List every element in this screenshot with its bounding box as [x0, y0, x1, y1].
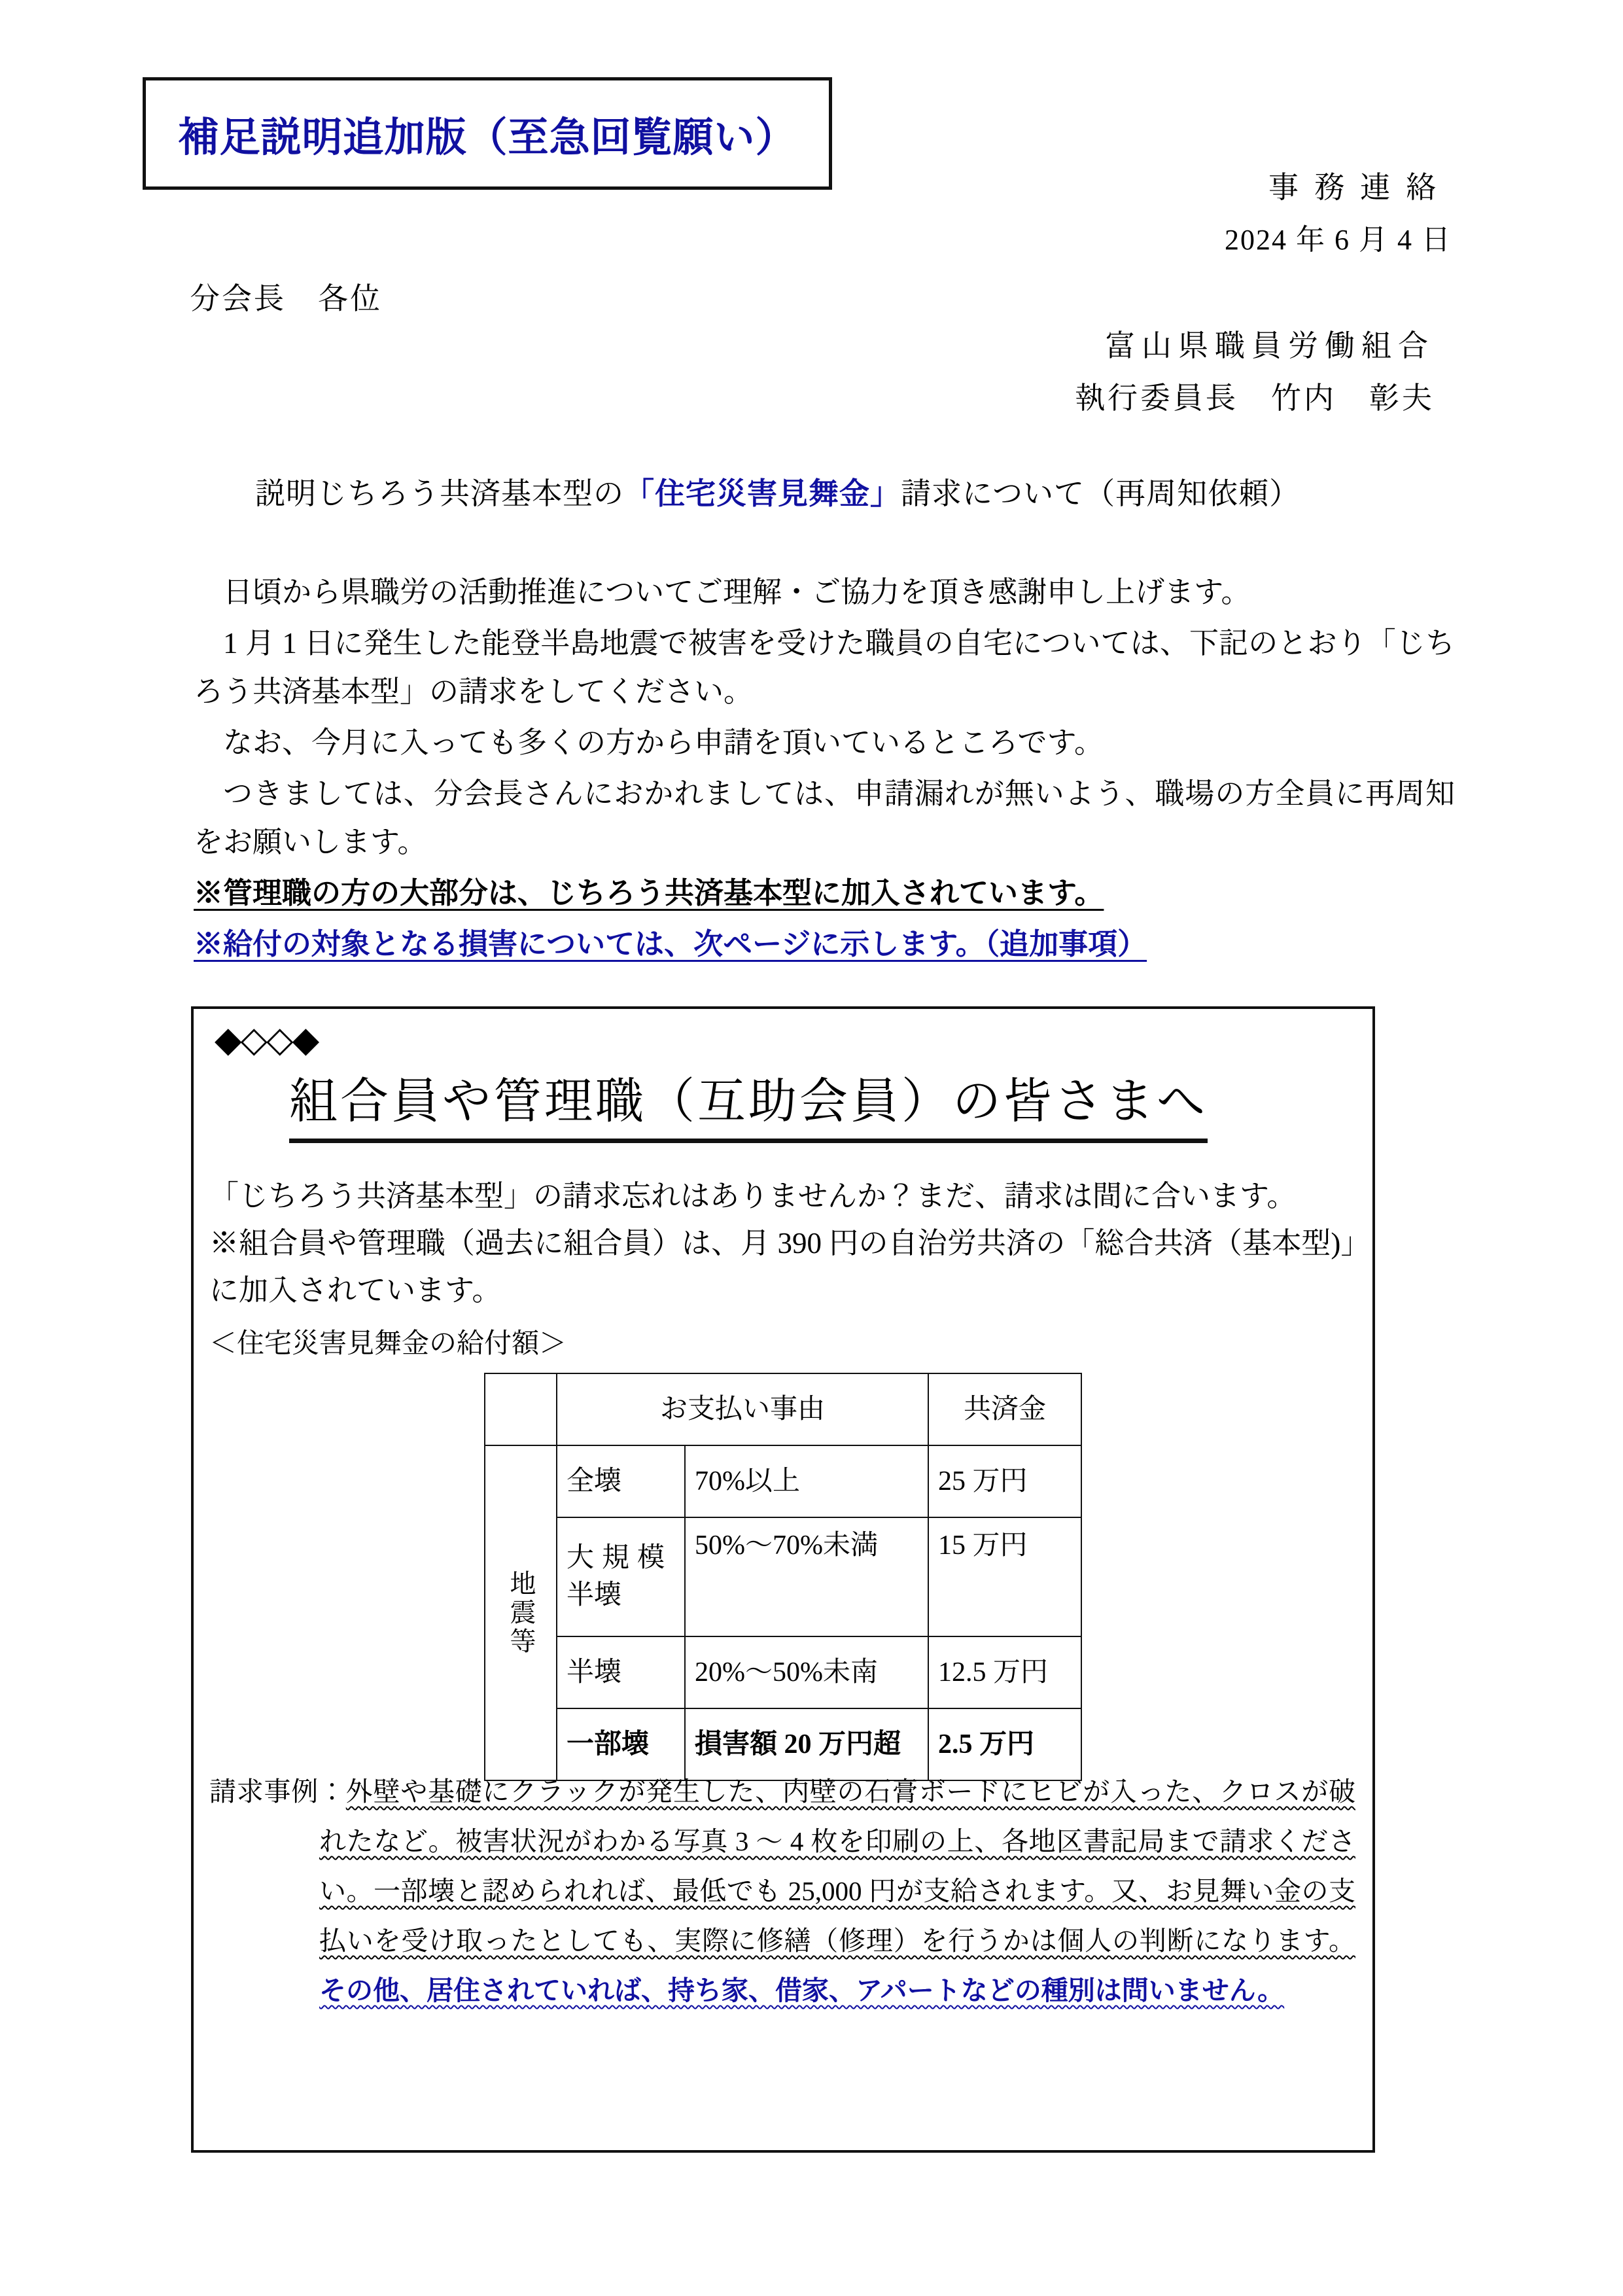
document-date: 2024 年 6 月 4 日 — [1225, 224, 1452, 256]
body-emphasis-blue-text: ※給付の対象となる損害については、次ページに示します。（追加事項） — [194, 928, 1147, 961]
subject-line — [255, 470, 1300, 513]
claim-examples — [209, 1767, 1355, 2015]
panel-intro-line-1: 「じちろう共済基本型」の請求忘れはありませんか？まだ、請求は間に合います。 — [209, 1180, 1297, 1212]
notice-banner-text: 補足説明追加版（至急回覧願い） — [178, 115, 797, 160]
body-emphasis-blue — [194, 920, 1455, 968]
grade-cell-0: 全壊 — [557, 1445, 685, 1517]
body-emphasis-black-text: ※管理職の方の大部分は、じちろう共済基本型に加入されています。 — [194, 877, 1104, 910]
header-cell-category — [485, 1373, 557, 1445]
grade-cell-1 — [557, 1517, 685, 1636]
issuing-organization: 富山県職員労働組合 — [1105, 329, 1435, 362]
amount-cell-1: 15 万円 — [928, 1517, 1081, 1636]
panel-title: 組合員や管理職（互助会員）の皆さまへ — [289, 1063, 1208, 1143]
grade-cell-1-line2: 半壊 — [567, 1580, 622, 1610]
body-paragraph-2: 1 月 1 日に発生した能登半島地震で被害を受けた職員の自宅については、下記のとおり「じちろう共済基本型」の請求をしてください。 — [194, 627, 1455, 708]
panel-intro-line-2: ※組合員や管理職（過去に組合員）は、月 390 円の自治労共済の「総合共済（基本型)」に加入されています。 — [209, 1227, 1355, 1307]
subject-prefix: 説明じちろう共済基本型の — [255, 477, 624, 510]
notice-banner — [143, 77, 832, 190]
body-paragraph-4: つきましては、分会長さんにおかれましては、申請漏れが無いよう、職場の方全員に再周知をお願いします。 — [194, 777, 1455, 858]
information-panel — [191, 1006, 1375, 2153]
amount-cell-2: 12.5 万円 — [928, 1636, 1081, 1708]
category-label-vertical: 地震等 — [506, 1570, 536, 1656]
header-cell-reason: お支払い事由 — [557, 1373, 928, 1445]
claim-examples-text-blue: その他、居住されていれば、持ち家、借家、アパートなどの種別は問いません。 — [319, 1975, 1285, 2005]
benefit-table-label: ＜住宅災害見舞金の給付額＞ — [209, 1329, 567, 1359]
category-cell-earthquake — [485, 1445, 557, 1780]
grade-cell-3: 一部壊 — [557, 1708, 685, 1780]
amount-cell-0: 25 万円 — [928, 1445, 1081, 1517]
claim-examples-text-black: 外壁や基礎にクラックが発生した、内壁の石膏ボードにヒビが入った、クロスが破れたなど。被害状況がわかる写真 3 〜 4 枚を印刷の上、各地区書記局まで請求ください。一部壊と認められれば、最低でも 25,000 円が支給されます。又、お見舞い金の支払いを受け取ったとしても、実際に修繕（修理）を行うかは個人の判断になります。 — [319, 1776, 1355, 1956]
condition-cell-2: 20%〜50%未南 — [685, 1636, 928, 1708]
addressee: 分会長 各位 — [190, 282, 382, 315]
condition-cell-1: 50%〜70%未満 — [685, 1517, 928, 1636]
table-header-row — [485, 1373, 1081, 1445]
condition-cell-3: 損害額 20 万円超 — [685, 1708, 928, 1780]
body-paragraph-3: なお、今月に入っても多くの方から申請を頂いているところです。 — [223, 726, 1104, 759]
body-paragraph-1: 日頃から県職労の活動推進についてご理解・ご協力を頂き感謝申し上げます。 — [223, 576, 1251, 609]
benefit-table — [484, 1373, 1082, 1781]
diamond-ornament-icon: ◆◇◇◆ — [215, 1020, 319, 1059]
table-row — [485, 1445, 1081, 1517]
panel-intro-text — [209, 1173, 1355, 1314]
table-row — [485, 1517, 1081, 1636]
claim-examples-paragraph — [209, 1767, 1355, 2015]
table-row — [485, 1636, 1081, 1708]
subject-highlight: 「住宅災害見舞金」 — [624, 477, 901, 510]
document-kind: 事務連絡 — [1268, 171, 1452, 204]
grade-cell-1-line1: 大規模 — [567, 1543, 673, 1574]
body-text — [194, 568, 1455, 971]
body-emphasis-black — [194, 869, 1455, 917]
condition-cell-0: 70%以上 — [685, 1445, 928, 1517]
issuing-person: 執行委員長 竹内 彰夫 — [1075, 381, 1435, 415]
grade-cell-2: 半壊 — [557, 1636, 685, 1708]
header-cell-amount: 共済金 — [928, 1373, 1081, 1445]
subject-suffix: 請求について（再周知依頼） — [901, 477, 1300, 510]
amount-cell-3: 2.5 万円 — [928, 1708, 1081, 1780]
claim-examples-label: 請求事例： — [209, 1776, 346, 1807]
